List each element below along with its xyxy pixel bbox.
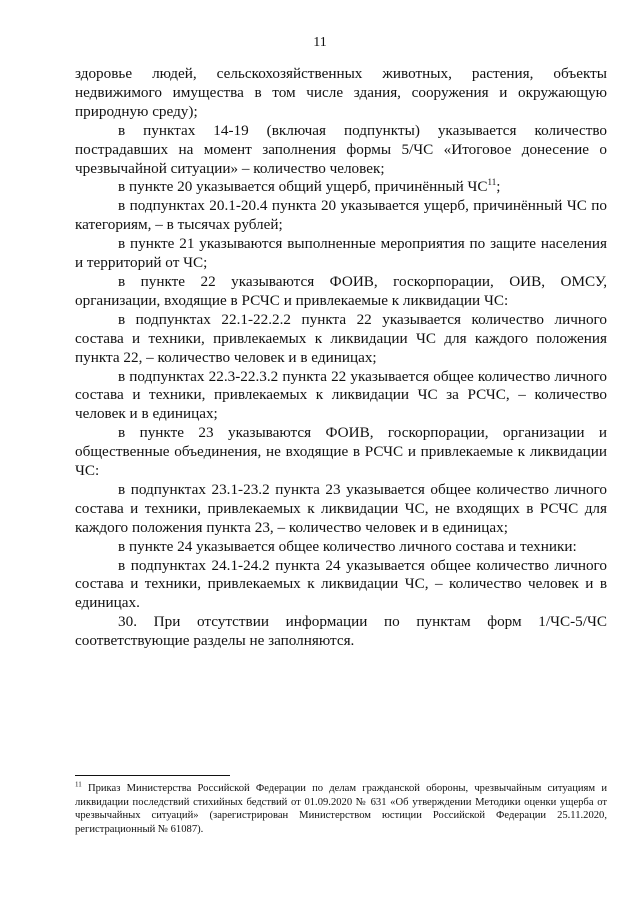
paragraph: в подпунктах 24.1-24.2 пункта 24 указывается общее количество личного состава и техники, привлекаемых к ликвидации ЧС, – количество человек и в единицах. <box>75 556 607 612</box>
paragraph: в пункте 23 указываются ФОИВ, госкорпорации, организации и общественные объединения, не входящие в РСЧС и привлекаемые к ликвидации ЧС: <box>75 424 607 480</box>
paragraph <box>75 178 607 197</box>
paragraph: в подпунктах 22.3-22.3.2 пункта 22 указывается общее количество личного состава и техники, привлекаемых к ликвидации ЧС за РСЧС, – количество человек и в единицах; <box>75 367 607 423</box>
paragraph: в пункте 22 указываются ФОИВ, госкорпорации, ОИВ, ОМСУ, организации, входящие в РСЧС и привлекаемые к ликвидации ЧС: <box>75 272 607 309</box>
paragraph: в пункте 21 указываются выполненные мероприятия по защите населения и территорий от ЧС; <box>75 235 607 272</box>
paragraph-text: в пункте 20 указывается общий ущерб, причинённый ЧС <box>118 178 488 196</box>
paragraph: в пункте 24 указывается общее количество личного состава и техники: <box>118 537 577 555</box>
paragraph: в пунктах 14-19 (включая подпункты) указывается количество пострадавших на момент заполнения формы 5/ЧС «Итоговое донесение о чрезвычайной ситуации» – количество человек; <box>75 121 607 177</box>
footnote-reference[interactable]: 11 <box>487 177 497 188</box>
paragraph: в подпунктах 22.1-22.2.2 пункта 22 указывается количество личного состава и техники, привлекаемых к ликвидации ЧС для каждого положения пункта 22, – количество человек и в единицах; <box>75 310 607 366</box>
footnote-marker: 11 <box>75 780 82 789</box>
page-number: 11 <box>313 35 327 50</box>
paragraph: в подпунктах 20.1-20.4 пункта 20 указывается ущерб, причинённый ЧС по категориям, – в тысячах рублей; <box>75 197 607 234</box>
footnote <box>75 782 607 836</box>
paragraph: здоровье людей, сельскохозяйственных животных, растения, объекты недвижимого имущества в том числе здания, сооружения и окружающую природную среду); <box>75 65 607 120</box>
body-text <box>75 65 607 651</box>
paragraph-text-tail: ; <box>496 178 501 196</box>
footnote-divider <box>75 775 230 776</box>
paragraph: в подпунктах 23.1-23.2 пункта 23 указывается общее количество личного состава и техники, привлекаемых к ликвидации ЧС, не входящих в РСЧС для каждого положения пункта 23, – количество человек и в единицах; <box>75 480 607 536</box>
footnote-text: Приказ Министерства Российской Федерации по делам гражданской обороны, чрезвычайным ситуациям и ликвидации последствий стихийных бедствий от 01.09.2020 № 631 «Об утверждении Методики оценки ущерба от чрезвычайных ситуаций» (зарегистрирован Министерством юстиции Российской Федерации 25.11.2020, регистрационный № 61087). <box>75 783 607 835</box>
paragraph-item-30: 30. При отсутствии информации по пунктам форм 1/ЧС-5/ЧС соответствующие разделы не заполняются. <box>75 613 607 650</box>
